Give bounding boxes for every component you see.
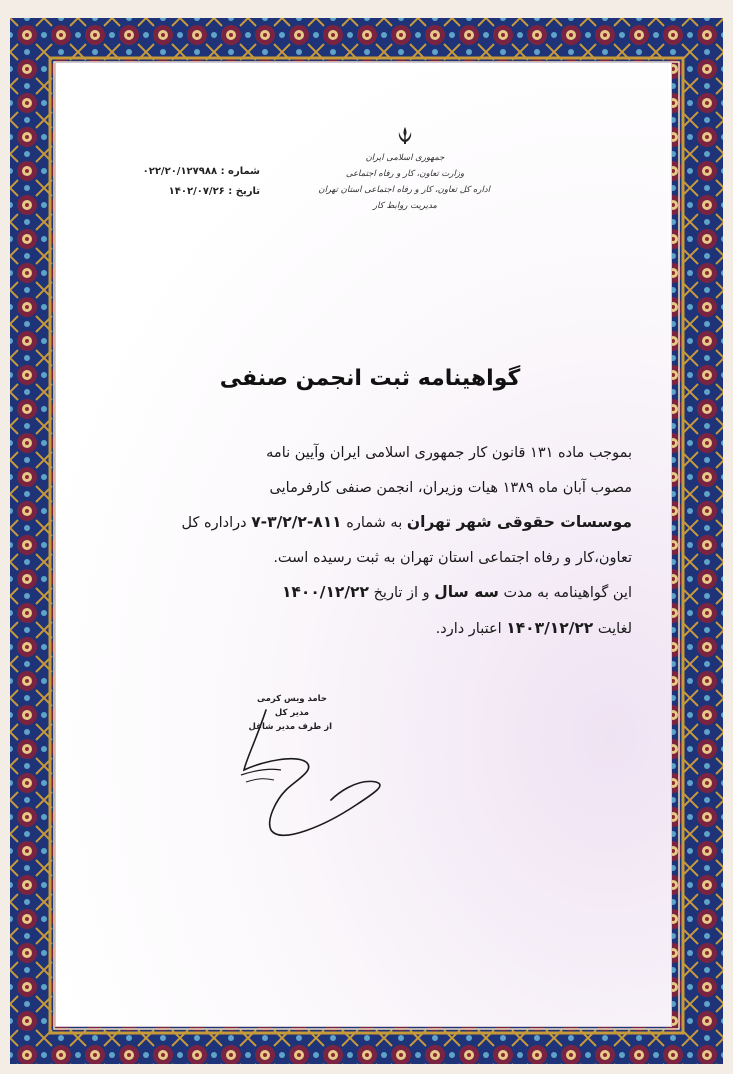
body-line-3-end: دراداره کل [181,515,247,531]
signatory-role: مدیر کل [274,708,310,718]
body-line-5-mid: و از تاریخ [373,585,430,601]
body-line-3 [92,505,632,541]
ministry-line-1: جمهوری اسلامی ایران [365,153,445,163]
association-name: موسسات حقوقی شهر تهران [406,513,632,531]
body-line-6 [92,611,632,647]
validity-end-date: ۱۴۰۳/۱۲/۲۲ [506,618,594,637]
body-line-3-mid: به شماره [346,515,403,531]
reference-block [120,162,260,202]
validity-start-date: ۱۴۰۰/۱۲/۲۲ [281,583,369,601]
certificate-title: گواهینامه ثبت انجمن صنفی [219,366,521,391]
body-line-6-end: اعتبار دارد. [435,620,502,637]
national-emblem-icon [393,124,417,148]
registration-number: ۸۱۱-۳/۲/۲-۷ [251,513,342,531]
ministry-line-2: وزارت تعاون، کار و رفاه اجتماعی [345,169,465,179]
ministry-line-4: مدیریت روابط کار [373,201,437,211]
body-line-4: تعاون،کار و رفاه اجتماعی استان تهران به ثبت رسیده است. [273,549,632,566]
body-line-6-start: لغایت [597,620,632,637]
number-value: ۰۲۲/۲۰/۱۲۷۹۸۸ [142,166,218,177]
date-value: ۱۴۰۲/۰۷/۲۶ [168,186,225,197]
number-label: شماره : [220,166,260,177]
ministry-header [320,150,490,214]
date-label: تاریخ : [228,186,260,197]
ministry-line-3: اداره کل تعاون، کار و رفاه اجتماعی استان تهران [318,185,490,195]
body-line-5-start: این گواهینامه به مدت [503,585,632,601]
signatory-name: حامد ویس کرمی [257,694,327,704]
body-line-1: بموجب ماده ۱۳۱ قانون کار جمهوری اسلامی ایران وآیین نامه [266,445,632,461]
validity-duration: سه سال [434,583,499,601]
reference-date [120,182,260,202]
body-line-2: مصوب آبان ماه ۱۳۸۹ هیات وزیران، انجمن صنفی کارفرمایی [269,479,632,496]
certificate-body [92,436,632,646]
reference-number [120,162,260,182]
signatory-note: از طرف مدیر شاغل [248,722,332,732]
handwritten-signature [236,700,416,850]
body-line-5 [92,575,632,611]
